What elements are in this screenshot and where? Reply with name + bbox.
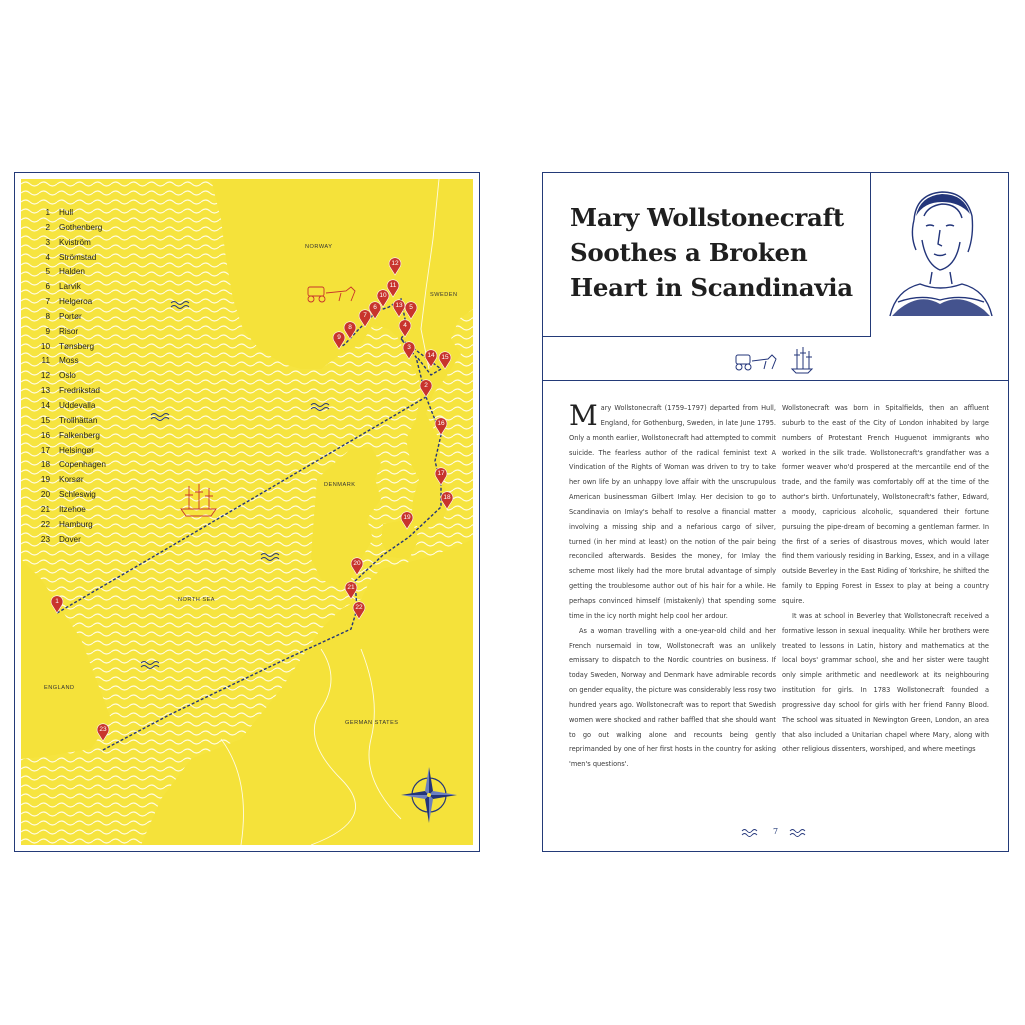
label-norway: NORWAY <box>305 244 333 250</box>
legend-place: Uddevalla <box>59 400 96 410</box>
legend-place: Risor <box>59 326 79 336</box>
route-pin-number: 9 <box>337 334 341 341</box>
legend-number: 13 <box>40 386 50 396</box>
legend-number: 8 <box>45 311 50 321</box>
page-number: 7 <box>773 827 779 836</box>
route-pin-number: 7 <box>363 312 367 319</box>
legend-item <box>36 221 106 236</box>
legend-place: Schleswig <box>59 490 96 500</box>
legend-place: Oslo <box>59 371 76 381</box>
route-pin-number: 14 <box>427 352 435 359</box>
legend-item <box>36 458 106 473</box>
legend-item <box>36 488 106 503</box>
legend-item <box>36 206 106 221</box>
label-north-sea: NORTH SEA <box>178 597 216 603</box>
route-pin-number: 23 <box>99 726 107 733</box>
legend-place: Korsør <box>59 475 84 485</box>
legend-item <box>36 354 106 369</box>
title-line-1: Mary Wollstonecraft <box>570 203 844 232</box>
legend-place: Kviström <box>59 237 91 247</box>
paragraph-2: As a woman travelling with a one-year-old child and her French nursemaid in tow, Wollstonecraft was an unlikely emissary to dispatch to the Nordic countries on business. If today Sweden, Norway and Denmark have admirable records on gender equality, the picture was considerably less rosy two hundred years ago. Wollstonecraft was to report that Swedish women were shocked and rather baffled that she should want to go out walking alone and recounts being gently reprimanded by one of her first hosts in the country for asking 'men's questions'. <box>569 626 776 769</box>
legend-place: Hull <box>59 208 74 217</box>
legend-number: 4 <box>45 252 50 262</box>
legend-place: Falkenberg <box>59 430 100 440</box>
ornament-icons <box>728 343 828 375</box>
page-footer <box>740 826 820 840</box>
route-pin-number: 10 <box>379 292 387 299</box>
legend-place: Hamburg <box>59 519 93 529</box>
legend-item <box>36 280 106 295</box>
paragraph-1 <box>569 401 776 624</box>
paragraph-1-text: ary Wollstonecraft (1759–1797) departed from Hull, England, for Gothenburg, Sweden, in late June 1795. Only a month earlier, Wollstonecraft had attempted to commit suicide. The fearless author of the radical feminist text A Vindication of the Rights of Woman was driven to try to take her own life by an unhappy love affair with the unscrupulous American businessman Gilbert Imlay. Her decision to go to Scandinavia on Imlay's behalf to resolve a financial matter involving a missing ship and a nefarious cargo of silver, turned (in her mind at least) on the notion of the pair being reconciled afterwards. Besides the money, for Imlay the scheme most likely had the more brutal advantage of simply getting the troublesome author out of his hair for a while. He perhaps convinced himself (mistakenly) that spending some time in the icy north might help cool her ardour. <box>569 404 776 620</box>
route-pin-number: 12 <box>391 260 399 267</box>
route-pin-number: 1 <box>55 598 59 605</box>
legend-number: 1 <box>45 208 50 217</box>
route-pin-number: 17 <box>437 470 445 477</box>
title-line-3: Heart in Scandinavia <box>570 273 853 302</box>
legend-place: Trollhättan <box>59 415 98 425</box>
legend-number: 19 <box>40 475 50 485</box>
legend-place: Halden <box>59 267 85 277</box>
route-pin-number: 20 <box>353 560 361 567</box>
legend-item <box>36 325 106 340</box>
legend-place: Helgeroa <box>59 297 93 307</box>
legend-number: 18 <box>40 460 50 470</box>
legend-place: Strömstad <box>59 252 97 262</box>
legend-number: 7 <box>45 297 50 307</box>
legend-place: Dover <box>59 534 81 544</box>
legend-item <box>36 310 106 325</box>
route-pin-number: 5 <box>409 304 413 311</box>
route-pin-number: 22 <box>355 604 363 611</box>
route-pin-number: 21 <box>347 584 355 591</box>
legend-place: Tønsberg <box>59 341 95 351</box>
route-pin-number: 16 <box>437 420 445 427</box>
route-pin-number: 2 <box>424 382 428 389</box>
legend-item <box>36 414 106 429</box>
legend-item <box>36 236 106 251</box>
legend-place: Larvik <box>59 282 81 292</box>
portrait-illustration <box>880 180 1000 320</box>
legend-item <box>36 429 106 444</box>
legend-place: Moss <box>59 356 79 366</box>
route-pin-number: 3 <box>407 344 411 351</box>
route-pin-number: 15 <box>441 354 449 361</box>
article-title <box>570 200 860 305</box>
legend-number: 6 <box>45 282 50 292</box>
label-german-states: GERMAN STATES <box>345 720 399 726</box>
legend-number: 12 <box>40 371 50 381</box>
legend-number: 9 <box>45 326 50 336</box>
drop-cap: M <box>569 399 598 432</box>
legend-item <box>36 533 106 548</box>
route-pin-number: 18 <box>443 494 451 501</box>
label-sweden: SWEDEN <box>430 292 458 298</box>
paragraph-3: Wollstonecraft was born in Spitalfields, then an affluent suburb to the east of the City of London inhabited by large numbers of Protestant French Huguenot immigrants who worked in the silk trade. Wollstonecraft's grandfather was a former weaver who'd prospered at the mercantile end of the trade, and the family was comfortably off at the time of the author's birth. Unfortunately, Wollstonecraft's father, Edward, a moody, capricious alcoholic, squandered their fortune pursuing the pipe-dream of becoming a gentleman farmer. In the first of a series of disastrous moves, which would later find them variously residing in Barking, Essex, and in a village outside Beverley in the East Riding of Yorkshire, he shifted the family to Epping Forest in Essex to play at being a country squire. <box>782 404 989 605</box>
legend-number: 3 <box>45 237 50 247</box>
route-pin-number: 11 <box>389 282 397 289</box>
legend-place: Gothenberg <box>59 222 103 232</box>
legend-number: 23 <box>40 534 50 544</box>
route-pin-number: 6 <box>373 304 377 311</box>
route-pin-number: 19 <box>403 514 411 521</box>
label-england: ENGLAND <box>44 685 75 691</box>
legend-number: 22 <box>40 519 50 529</box>
legend-item <box>36 473 106 488</box>
ship-icon <box>792 369 812 373</box>
legend-place: Portør <box>59 311 82 321</box>
legend-item <box>36 295 106 310</box>
route-pin-number: 13 <box>395 302 403 309</box>
legend-item <box>36 251 106 266</box>
title-line-2: Soothes a Broken <box>570 238 808 267</box>
legend-place: Fredrikstad <box>59 386 100 396</box>
label-denmark: DENMARK <box>324 482 356 488</box>
legend-number: 20 <box>40 490 50 500</box>
map-legend <box>36 206 106 547</box>
legend-item <box>36 518 106 533</box>
article-column-1 <box>569 401 776 772</box>
legend-item <box>36 444 106 459</box>
legend-number: 2 <box>45 222 50 232</box>
legend-item <box>36 369 106 384</box>
legend-number: 21 <box>40 504 50 514</box>
legend-item <box>36 340 106 355</box>
legend-number: 5 <box>45 267 50 277</box>
route-pin-number: 8 <box>348 324 352 331</box>
legend-place: Itzehoe <box>59 504 86 514</box>
legend-number: 11 <box>41 356 50 366</box>
route-pin-number: 4 <box>403 322 407 329</box>
legend-item <box>36 265 106 280</box>
legend-number: 15 <box>40 415 50 425</box>
legend-number: 17 <box>40 445 50 455</box>
legend-item <box>36 384 106 399</box>
legend-number: 10 <box>40 341 50 351</box>
legend-number: 16 <box>40 430 50 440</box>
legend-place: Helsingør <box>59 445 95 455</box>
carriage-icon <box>736 355 750 364</box>
paragraph-4: It was at school in Beverley that Wollstonecraft received a formative lesson in sexual inequality. While her brothers were treated to lessons in Latin, history and mathematics at the local boys' grammar school, she and her sister were taught only simple arithmetic and needlework at its neighbouring institution for girls. In 1783 Wollstonecraft founded a progressive day school for girls with her friend Fanny Blood. The school was situated in Newington Green, London, an area that also included a Unitarian chapel where Mary, along with other religious dissenters, worshiped, and where meetings <box>782 611 989 754</box>
legend-item <box>36 399 106 414</box>
legend-number: 14 <box>40 400 50 410</box>
legend-place: Copenhagen <box>59 460 106 470</box>
legend-item <box>36 503 106 518</box>
article-column-2 <box>782 401 989 757</box>
